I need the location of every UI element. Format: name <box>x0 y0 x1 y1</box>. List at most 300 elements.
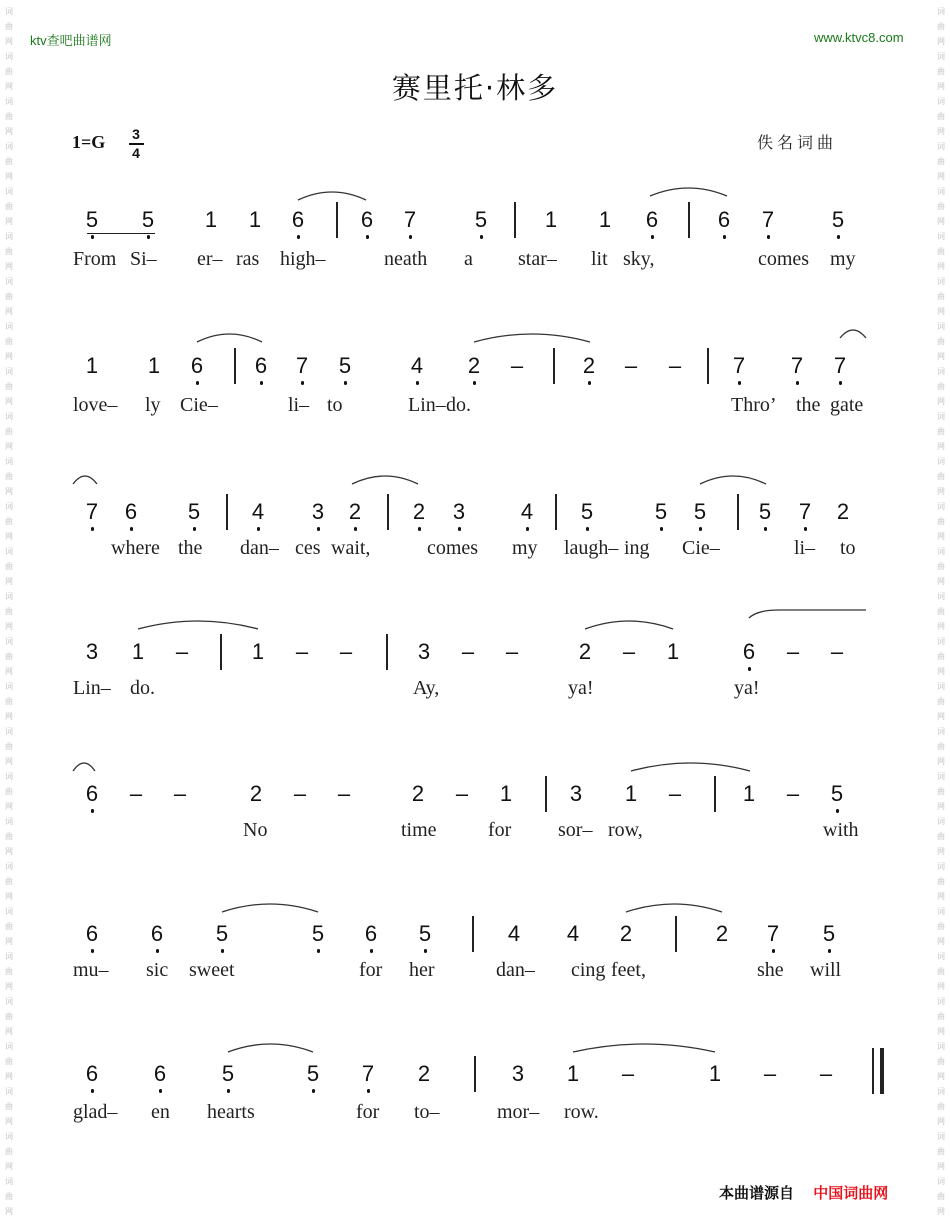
note: 4 <box>507 921 521 946</box>
watermark-char: 网 <box>937 532 945 541</box>
watermark-char: 词 <box>937 547 945 556</box>
watermark-char: 曲 <box>937 1147 945 1156</box>
watermark-char: 词 <box>5 817 13 826</box>
watermark-char: 网 <box>5 1207 13 1216</box>
note: 5 <box>827 782 847 806</box>
watermark-char: 词 <box>937 907 945 916</box>
watermark-char: 网 <box>937 622 945 631</box>
watermark-char: 词 <box>5 502 13 511</box>
note: 7 <box>787 354 807 378</box>
lyric-word: high– <box>280 248 326 270</box>
note: 3 <box>417 639 431 664</box>
lyric-word: her <box>409 959 435 981</box>
watermark-char: 曲 <box>5 922 13 931</box>
watermark-char: 网 <box>5 307 13 316</box>
note: 5 <box>308 922 328 946</box>
watermark-char: 词 <box>5 907 13 916</box>
watermark-char: 网 <box>937 127 945 136</box>
watermark-char: 网 <box>5 802 13 811</box>
watermark-char: 曲 <box>937 247 945 256</box>
note: 7 <box>763 922 783 946</box>
lyric-word: row. <box>564 1101 599 1123</box>
lyric-word: mor– <box>497 1101 540 1123</box>
note: 1 <box>85 353 99 378</box>
lyric-word: star– <box>518 248 557 270</box>
watermark-char: 网 <box>5 1162 13 1171</box>
watermark-char: 词 <box>937 412 945 421</box>
watermark-char: 曲 <box>937 202 945 211</box>
note: 6 <box>361 922 381 946</box>
watermark-char: 曲 <box>5 1012 13 1021</box>
watermark-char: 网 <box>937 307 945 316</box>
sustain-dash: – <box>819 1061 833 1086</box>
watermark-char: 网 <box>937 172 945 181</box>
watermark-char: 曲 <box>937 472 945 481</box>
lyric-word: dan– <box>496 959 535 981</box>
watermark-char: 词 <box>5 52 13 61</box>
note: 6 <box>150 1062 170 1086</box>
sustain-dash: – <box>622 639 636 664</box>
watermark-char: 网 <box>937 802 945 811</box>
watermark-char: 词 <box>937 502 945 511</box>
header-site-name: ktv查吧曲谱网 <box>30 33 112 48</box>
watermark-char: 词 <box>937 997 945 1006</box>
watermark-char: 曲 <box>937 922 945 931</box>
watermark-char: 曲 <box>5 787 13 796</box>
note: 4 <box>248 500 268 524</box>
slur-arc <box>352 476 418 484</box>
watermark-char: 网 <box>5 172 13 181</box>
watermark-char: 曲 <box>5 967 13 976</box>
watermark-char: 网 <box>5 1117 13 1126</box>
note: 5 <box>651 500 671 524</box>
lyric-word: cing <box>571 959 606 981</box>
lyric-word: Ay, <box>413 677 440 699</box>
lyric-word: comes <box>758 248 810 270</box>
note: 5 <box>577 500 597 524</box>
watermark-char: 网 <box>937 442 945 451</box>
watermark-char: 词 <box>937 727 945 736</box>
watermark-char: 网 <box>937 1207 945 1216</box>
lyric-word: laugh– <box>564 537 619 559</box>
note: 7 <box>758 208 778 232</box>
note: 1 <box>251 639 265 664</box>
note: 3 <box>569 781 583 806</box>
note: 1 <box>248 207 262 232</box>
key-signature: 1=G <box>72 132 106 152</box>
sustain-dash: – <box>293 781 307 806</box>
sustain-dash: – <box>339 639 353 664</box>
note: 6 <box>251 354 271 378</box>
watermark-char: 曲 <box>5 832 13 841</box>
slur-arc <box>228 1044 313 1052</box>
watermark-char: 词 <box>5 547 13 556</box>
note: 7 <box>400 208 420 232</box>
watermark-char: 曲 <box>937 517 945 526</box>
note: 5 <box>828 208 848 232</box>
lyric-word: will <box>810 959 842 981</box>
watermark-char: 曲 <box>937 292 945 301</box>
watermark-char: 曲 <box>937 652 945 661</box>
watermark-char: 词 <box>937 772 945 781</box>
watermark-char: 曲 <box>5 67 13 76</box>
note: 1 <box>204 207 218 232</box>
note: 7 <box>729 354 749 378</box>
watermark-char: 词 <box>5 367 13 376</box>
lyric-word: to <box>327 394 343 416</box>
lyric-word: the <box>796 394 821 416</box>
note: 6 <box>739 640 759 664</box>
watermark-char: 网 <box>5 37 13 46</box>
lyric-word: comes <box>427 537 479 559</box>
watermark-char: 词 <box>5 232 13 241</box>
note: 2 <box>417 1061 431 1086</box>
sustain-dash: – <box>510 353 524 378</box>
lyric-word: sor– <box>558 819 593 841</box>
watermark-char: 曲 <box>5 1057 13 1066</box>
watermark-char: 网 <box>937 352 945 361</box>
watermark-char: 网 <box>5 847 13 856</box>
watermark-char: 网 <box>5 487 13 496</box>
watermark-char: 网 <box>937 487 945 496</box>
sustain-dash: – <box>175 639 189 664</box>
watermark-char: 曲 <box>937 877 945 886</box>
slur-arc <box>626 904 722 912</box>
note: 6 <box>121 500 141 524</box>
lyric-word: sweet <box>189 959 235 981</box>
lyric-word: lit <box>591 248 608 270</box>
note: 1 <box>708 1061 722 1086</box>
watermark-char: 词 <box>5 682 13 691</box>
watermark-char: 曲 <box>937 967 945 976</box>
slur-arc <box>700 476 766 484</box>
watermark-char: 词 <box>5 862 13 871</box>
slur-arc <box>73 763 95 771</box>
sustain-dash: – <box>173 781 187 806</box>
lyric-word: for <box>359 959 383 981</box>
lyric-word: wait, <box>331 537 371 559</box>
lyric-word: my <box>830 248 856 270</box>
watermark-char: 词 <box>937 457 945 466</box>
note: 1 <box>499 781 513 806</box>
watermark-char: 曲 <box>5 157 13 166</box>
note: 7 <box>358 1062 378 1086</box>
lyric-word: to– <box>414 1101 440 1123</box>
lyric-word: er– <box>197 248 223 270</box>
watermark-char: 曲 <box>937 607 945 616</box>
watermark-char: 网 <box>937 1162 945 1171</box>
watermark-char: 词 <box>937 187 945 196</box>
slur-arc <box>197 334 262 342</box>
watermark-char: 词 <box>937 862 945 871</box>
lyric-word: do. <box>446 394 471 416</box>
watermark-char: 网 <box>937 757 945 766</box>
watermark-char: 网 <box>5 712 13 721</box>
time-signature-numerator: 3 <box>132 126 140 142</box>
note: 1 <box>544 207 558 232</box>
note: 1 <box>131 639 145 664</box>
lyric-word: the <box>178 537 203 559</box>
lyric-word: for <box>488 819 512 841</box>
lyric-word: Cie– <box>180 394 218 416</box>
watermark-char: 网 <box>937 1072 945 1081</box>
header-site-url: www.ktvc8.com <box>814 30 904 45</box>
lyric-word: hearts <box>207 1101 255 1123</box>
lyric-word: feet, <box>611 959 646 981</box>
watermark-char: 曲 <box>937 742 945 751</box>
watermark-char: 曲 <box>937 382 945 391</box>
note: 5 <box>690 500 710 524</box>
watermark-char: 曲 <box>937 697 945 706</box>
note: 2 <box>411 781 425 806</box>
note: 1 <box>742 781 756 806</box>
watermark-char: 词 <box>937 592 945 601</box>
note: 7 <box>830 354 850 378</box>
slur-arc <box>650 188 727 196</box>
sustain-dash: – <box>624 353 638 378</box>
watermark-char: 曲 <box>5 517 13 526</box>
watermark-char: 网 <box>937 217 945 226</box>
note: 4 <box>566 921 580 946</box>
watermark-char: 词 <box>937 97 945 106</box>
watermark-char: 词 <box>937 367 945 376</box>
note: 6 <box>642 208 662 232</box>
note: 5 <box>471 208 491 232</box>
lyric-word: time <box>401 819 437 841</box>
tie-line <box>749 610 866 618</box>
watermark-char: 词 <box>937 817 945 826</box>
sustain-dash: – <box>668 353 682 378</box>
lyric-word: to <box>840 537 856 559</box>
note: 6 <box>187 354 207 378</box>
watermark-char: 网 <box>937 1117 945 1126</box>
lyric-word: where <box>111 537 160 559</box>
lyric-word: sky, <box>623 248 655 270</box>
note: 3 <box>85 639 99 664</box>
slur-arc <box>840 330 866 338</box>
watermark-char: 网 <box>5 667 13 676</box>
watermark-char: 曲 <box>937 112 945 121</box>
note: 5 <box>415 922 435 946</box>
watermark-char: 网 <box>5 532 13 541</box>
note: 6 <box>357 208 377 232</box>
note: 2 <box>578 639 592 664</box>
note: 6 <box>82 922 102 946</box>
watermark-char: 网 <box>5 757 13 766</box>
sustain-dash: – <box>295 639 309 664</box>
watermark-char: 词 <box>937 1042 945 1051</box>
watermark-char: 词 <box>5 187 13 196</box>
note: 7 <box>795 500 815 524</box>
watermark-char: 词 <box>937 322 945 331</box>
lyric-word: sic <box>146 959 169 981</box>
lyric-word: ya! <box>568 677 594 699</box>
watermark-char: 曲 <box>5 1102 13 1111</box>
lyric-word: dan– <box>240 537 279 559</box>
watermark-char: 词 <box>937 1132 945 1141</box>
watermark-char: 网 <box>5 262 13 271</box>
watermark-char: 曲 <box>937 427 945 436</box>
watermark-char: 曲 <box>5 877 13 886</box>
watermark-char: 词 <box>5 772 13 781</box>
sustain-dash: – <box>786 781 800 806</box>
note: 5 <box>335 354 355 378</box>
watermark-char: 词 <box>5 727 13 736</box>
watermark-char: 网 <box>5 397 13 406</box>
watermark-char: 网 <box>5 217 13 226</box>
watermark-char: 曲 <box>937 562 945 571</box>
watermark-char: 曲 <box>5 742 13 751</box>
note: 2 <box>579 354 599 378</box>
watermark-char: 曲 <box>5 697 13 706</box>
watermark-char: 网 <box>5 937 13 946</box>
lyric-word: with <box>823 819 859 841</box>
watermark-char: 词 <box>937 637 945 646</box>
watermark-char: 词 <box>5 457 13 466</box>
song-title: 赛里托·林多 <box>391 71 559 105</box>
watermark-char: 词 <box>5 952 13 961</box>
watermark-char: 曲 <box>937 787 945 796</box>
note: 6 <box>82 1062 102 1086</box>
lyric-word: love– <box>73 394 118 416</box>
watermark-char: 曲 <box>937 67 945 76</box>
watermark-char: 曲 <box>5 427 13 436</box>
note: 6 <box>82 782 102 806</box>
watermark-char: 网 <box>5 982 13 991</box>
note: 2 <box>464 354 484 378</box>
watermark-char: 词 <box>937 952 945 961</box>
watermark-char: 网 <box>937 37 945 46</box>
lyric-word: mu– <box>73 959 109 981</box>
note: 2 <box>619 921 633 946</box>
note: 1 <box>566 1061 580 1086</box>
watermark-char: 网 <box>5 892 13 901</box>
watermark-char: 词 <box>5 97 13 106</box>
watermark-char: 词 <box>5 1087 13 1096</box>
watermark-char: 网 <box>937 82 945 91</box>
note: 1 <box>666 639 680 664</box>
lyric-word: gate <box>830 394 864 416</box>
note: 5 <box>819 922 839 946</box>
sustain-dash: – <box>455 781 469 806</box>
note: 5 <box>138 208 158 232</box>
watermark-char: 词 <box>937 277 945 286</box>
slur-arc <box>222 904 318 912</box>
note: 2 <box>409 500 429 524</box>
slur-arc <box>585 621 673 629</box>
watermark-char: 曲 <box>5 1192 13 1201</box>
note: 5 <box>755 500 775 524</box>
watermark-char: 曲 <box>937 1012 945 1021</box>
watermark-char: 网 <box>937 847 945 856</box>
note: 5 <box>184 500 204 524</box>
watermark-char: 词 <box>5 997 13 1006</box>
sustain-dash: – <box>337 781 351 806</box>
lyric-word: ces <box>295 537 321 559</box>
sustain-dash: – <box>505 639 519 664</box>
watermark-char: 词 <box>5 412 13 421</box>
watermark-char: 词 <box>5 142 13 151</box>
lyric-word: From <box>73 248 117 270</box>
watermark-char: 词 <box>937 1087 945 1096</box>
watermark-char: 曲 <box>937 157 945 166</box>
lyric-word: she <box>757 959 784 981</box>
watermark-char: 词 <box>5 592 13 601</box>
sustain-dash: – <box>786 639 800 664</box>
time-signature-denominator: 4 <box>132 145 140 161</box>
lyric-word: en <box>151 1101 170 1123</box>
sustain-dash: – <box>461 639 475 664</box>
watermark-char: 词 <box>5 277 13 286</box>
lyric-word: my <box>512 537 538 559</box>
note: 4 <box>407 354 427 378</box>
lyric-word: neath <box>384 248 428 270</box>
sustain-dash: – <box>763 1061 777 1086</box>
watermark-char: 曲 <box>5 607 13 616</box>
note: 7 <box>292 354 312 378</box>
sustain-dash: – <box>621 1061 635 1086</box>
watermark-char: 网 <box>5 352 13 361</box>
author-credit: 佚名词曲 <box>757 133 838 152</box>
slur-arc <box>73 476 97 484</box>
lyric-word: Thro’ <box>731 394 777 416</box>
slur-arc <box>631 763 750 771</box>
lyric-word: Si– <box>130 248 157 270</box>
watermark-char: 网 <box>5 127 13 136</box>
watermark-char: 词 <box>937 52 945 61</box>
lyric-word: row, <box>608 819 643 841</box>
note: 6 <box>147 922 167 946</box>
watermark-char: 词 <box>937 1177 945 1186</box>
watermark-char: 网 <box>937 1027 945 1036</box>
lyric-word: li– <box>794 537 816 559</box>
lyric-word: li– <box>288 394 310 416</box>
watermark-char: 网 <box>937 712 945 721</box>
lyric-word: for <box>356 1101 380 1123</box>
note: 2 <box>249 781 263 806</box>
watermark-char: 曲 <box>5 562 13 571</box>
watermark-char: 曲 <box>5 292 13 301</box>
watermark-char: 曲 <box>5 382 13 391</box>
note: 6 <box>288 208 308 232</box>
note: 2 <box>715 921 729 946</box>
watermark-char: 词 <box>5 7 13 16</box>
note: 6 <box>714 208 734 232</box>
watermark-char: 网 <box>5 622 13 631</box>
lyric-word: ras <box>236 248 260 270</box>
watermark-char: 曲 <box>5 337 13 346</box>
watermark-char: 网 <box>5 1027 13 1036</box>
watermark-char: 网 <box>5 82 13 91</box>
note: 2 <box>836 499 850 524</box>
watermark-char: 网 <box>937 892 945 901</box>
note: 1 <box>147 353 161 378</box>
watermark-char: 网 <box>937 667 945 676</box>
sustain-dash: – <box>668 781 682 806</box>
watermark-char: 网 <box>5 442 13 451</box>
watermark-char: 网 <box>937 397 945 406</box>
note: 5 <box>212 922 232 946</box>
watermark-char: 曲 <box>5 652 13 661</box>
watermark-char: 网 <box>937 937 945 946</box>
lyric-word: Lin– <box>73 677 111 699</box>
watermark-char: 曲 <box>937 832 945 841</box>
watermark-char: 词 <box>5 637 13 646</box>
watermark-char: 曲 <box>5 22 13 31</box>
watermark-char: 曲 <box>5 247 13 256</box>
note: 7 <box>82 500 102 524</box>
note: 4 <box>517 500 537 524</box>
